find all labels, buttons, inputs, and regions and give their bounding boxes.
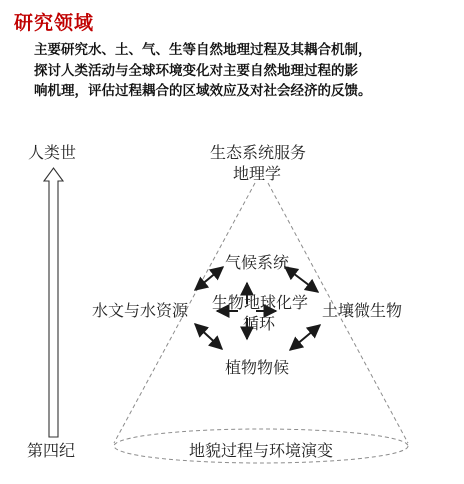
- base-label: 地貌过程与环境演变: [188, 441, 334, 460]
- description-line-3: 响机理，评估过程耦合的区域效应及对社会经济的反馈。: [34, 83, 372, 99]
- arrow-climate-hydrology: [195, 267, 223, 290]
- node-climate-system: 气候系统: [224, 253, 290, 272]
- section-heading: 研究领域: [14, 12, 95, 34]
- apex-label-line1: 生态系统服务: [209, 143, 307, 162]
- timeline-bottom-label: 第四纪: [27, 441, 76, 460]
- timeline-top-label: 人类世: [28, 143, 77, 162]
- timeline-arrow: [44, 168, 63, 437]
- arrow-climate-soil: [285, 267, 318, 292]
- node-plant-phenology: 植物物候: [224, 358, 290, 377]
- center-label-line2: 循环: [242, 314, 276, 333]
- node-soil-microbes: 土壤微生物: [322, 301, 403, 320]
- arrow-hydrology-phenology: [195, 324, 222, 349]
- description-line-1: 主要研究水、土、气、生等自然地理过程及其耦合机制，: [34, 42, 372, 58]
- center-label-line1: 生物地球化学: [211, 293, 309, 312]
- node-hydrology: 水文与水资源: [92, 301, 189, 320]
- apex-label-line2: 地理学: [232, 164, 282, 183]
- arrow-soil-phenology: [290, 325, 320, 350]
- description-line-2: 探讨人类活动与全球环境变化对主要自然地理过程的影: [34, 62, 358, 79]
